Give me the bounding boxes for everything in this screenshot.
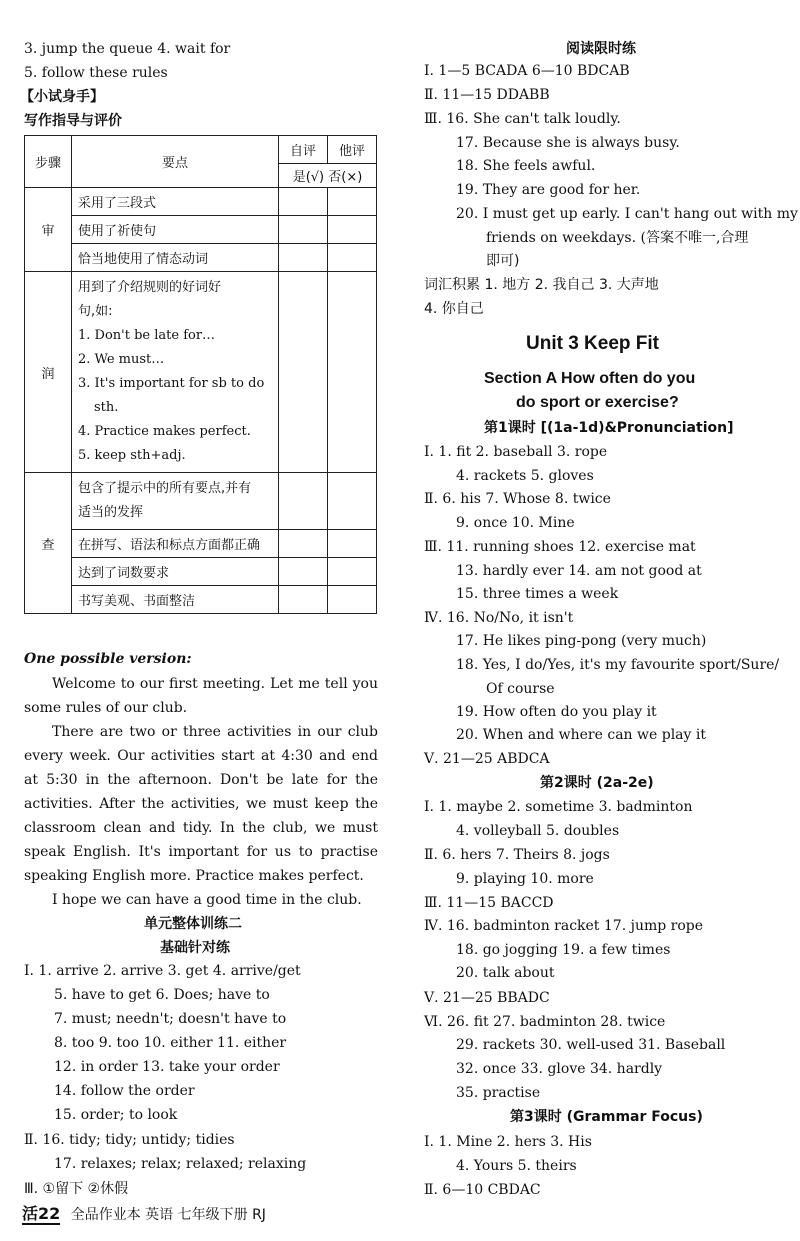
answer-line: Ⅵ. 26. fit 27. badminton 28. twice — [424, 1014, 666, 1030]
answer-line: friends on weekdays. (答案不唯一,合理 — [486, 230, 749, 246]
answer-line: Ⅰ. 1. fit 2. baseball 3. rope — [424, 444, 608, 460]
essay-paragraph: Welcome to our first meeting. Let me tell you some rules of our club. — [24, 676, 378, 716]
rubric-line: 3. It's important for sb to do — [78, 376, 265, 391]
rubric-point — [72, 473, 279, 530]
vocab-line: 4. 你自己 — [424, 301, 484, 317]
answer-line: 4. Yours 5. theirs — [456, 1158, 577, 1174]
section-heading: do sport or exercise? — [516, 394, 679, 411]
lesson-heading: 第1课时 [(1a-1d)&Pronunciation] — [484, 420, 734, 436]
section-heading: Section A How often do you — [484, 370, 696, 387]
answer-line: 4. rackets 5. gloves — [456, 468, 594, 484]
answer-line: 12. in order 13. take your order — [54, 1059, 280, 1075]
answer-line: 17. Because she is always busy. — [456, 135, 680, 151]
header-points: 要点 — [72, 136, 279, 188]
step-check: 查 — [25, 473, 72, 614]
answer-line: 4. volleyball 5. doubles — [456, 823, 620, 839]
header-step: 步骤 — [25, 136, 72, 188]
answer-line: 5. follow these rules — [24, 65, 168, 81]
answer-line: Ⅱ. 6—10 CBDAC — [424, 1182, 541, 1198]
answer-line: 8. too 9. too 10. either 11. either — [54, 1035, 287, 1051]
answer-line: Ⅱ. 11—15 DDABB — [424, 87, 550, 103]
answer-line: 5. have to get 6. Does; have to — [54, 987, 270, 1003]
rubric-line: 2. We must… — [78, 352, 165, 367]
lesson-heading: 第3课时 (Grammar Focus) — [510, 1109, 703, 1125]
answer-line: 17. He likes ping-pong (very much) — [456, 633, 707, 649]
answer-line: 9. playing 10. more — [456, 871, 594, 887]
unit-heading: Unit 3 Keep Fit — [526, 333, 660, 354]
reading-title: 阅读限时练 — [566, 41, 636, 57]
rubric-line: 4. Practice makes perfect. — [78, 424, 251, 439]
answer-line: Ⅰ. 1. maybe 2. sometime 3. badminton — [424, 799, 693, 815]
answer-line: Ⅲ. ①留下 ②休假 — [24, 1181, 129, 1197]
answer-line: 20. When and where can we play it — [456, 727, 706, 743]
answer-line: Ⅰ. 1—5 BCADA 6—10 BDCAB — [424, 63, 630, 79]
vocab-line: 词汇积累 1. 地方 2. 我自己 3. 大声地 — [424, 277, 659, 293]
answer-line: Ⅱ. 6. hers 7. Theirs 8. jogs — [424, 847, 610, 863]
rubric-line: 句,如: — [78, 304, 113, 319]
answer-line: Ⅳ. 16. badminton racket 17. jump rope — [424, 918, 704, 934]
header-peer-eval: 他评 — [328, 136, 377, 164]
answer-line: 19. They are good for her. — [456, 182, 641, 198]
unit-training-title: 单元整体训练二 — [144, 916, 242, 932]
rubric-line: 适当的发挥 — [78, 505, 144, 520]
answer-line: 15. three times a week — [456, 586, 619, 602]
answer-line: 即可) — [486, 253, 520, 269]
answer-line: Ⅰ. 1. Mine 2. hers 3. His — [424, 1134, 592, 1150]
answer-line: 35. practise — [456, 1085, 541, 1101]
rubric-point-phrases — [72, 272, 279, 473]
answer-line: Ⅱ. 6. his 7. Whose 8. twice — [424, 491, 611, 507]
answer-line: Ⅲ. 11. running shoes 12. exercise mat — [424, 539, 696, 555]
answer-line: 14. follow the order — [54, 1083, 195, 1099]
version-label: One possible version: — [24, 651, 192, 667]
rubric-point: 达到了词数要求 — [72, 558, 279, 586]
essay-paragraph: There are two or three activities in our club every week. Our activities start at 4:30 and end at 5:30 in the afternoon. Don't be late for the activities. After the activities, we must keep the classroom clean and tidy. In the club, we must speak English. It's important for us to practise speaking English more. Practice makes perfect. — [24, 724, 378, 884]
step-review: 审 — [25, 188, 72, 272]
answer-line: Ⅲ. 16. She can't talk loudly. — [424, 111, 621, 127]
rubric-point: 书写美观、书面整洁 — [72, 586, 279, 614]
answer-line: 15. order; to look — [54, 1107, 178, 1123]
rubric-point: 采用了三段式 — [72, 188, 279, 216]
rubric-line: sth. — [94, 400, 119, 415]
answer-line: Ⅲ. 11—15 BACCD — [424, 895, 554, 911]
rubric-line: 包含了提示中的所有要点,并有 — [78, 481, 252, 496]
answer-line: 3. jump the queue 4. wait for — [24, 41, 231, 57]
answer-line: 20. I must get up early. I can't hang out with my — [456, 206, 798, 222]
rubric-line: 1. Don't be late for… — [78, 328, 216, 343]
answer-line: Ⅴ. 21—25 BBADC — [424, 990, 550, 1006]
answer-line: 7. must; needn't; doesn't have to — [54, 1011, 287, 1027]
writing-guide-title: 写作指导与评价 — [24, 113, 122, 129]
step-polish: 润 — [25, 272, 72, 473]
writing-rubric-table — [24, 135, 377, 614]
answer-line: Ⅳ. 16. No/No, it isn't — [424, 610, 574, 626]
basic-practice-title: 基础针对练 — [160, 940, 230, 956]
try-section-title: 【小试身手】 — [20, 89, 104, 105]
essay-paragraph: I hope we can have a good time in the club. — [52, 892, 362, 908]
answer-line: 13. hardly ever 14. am not good at — [456, 563, 702, 579]
answer-line: 17. relaxes; relax; relaxed; relaxing — [54, 1156, 307, 1172]
answer-line: Ⅰ. 1. arrive 2. arrive 3. get 4. arrive/get — [24, 963, 301, 979]
answer-line: 32. once 33. glove 34. hardly — [456, 1061, 663, 1077]
rubric-line: 5. keep sth+adj. — [78, 448, 186, 463]
answer-line: Ⅱ. 16. tidy; tidy; untidy; tidies — [24, 1132, 235, 1148]
answer-line: 20. talk about — [456, 965, 555, 981]
answer-line: 18. She feels awful. — [456, 158, 596, 174]
page-number: 活22 — [22, 1204, 61, 1223]
rubric-point: 在拼写、语法和标点方面都正确 — [72, 530, 279, 558]
rubric-line: 用到了介绍规则的好词好 — [78, 280, 222, 295]
answer-line: 19. How often do you play it — [456, 704, 657, 720]
lesson-heading: 第2课时 (2a-2e) — [540, 775, 654, 791]
answer-line: 18. go jogging 19. a few times — [456, 942, 671, 958]
header-yes-no: 是(√) 否(×) — [279, 164, 377, 188]
rubric-point: 恰当地使用了情态动词 — [72, 244, 279, 272]
answer-line: 29. rackets 30. well-used 31. Baseball — [456, 1037, 726, 1053]
footer-book-info: 全品作业本 英语 七年级下册 RJ — [70, 1207, 266, 1223]
answer-line: Ⅴ. 21—25 ABDCA — [424, 751, 550, 767]
answer-line: 9. once 10. Mine — [456, 515, 575, 531]
answer-line: Of course — [486, 681, 555, 697]
answer-line: 18. Yes, I do/Yes, it's my favourite sport/Sure/ — [456, 657, 780, 673]
page-footer — [22, 1201, 266, 1224]
rubric-point: 使用了祈使句 — [72, 216, 279, 244]
header-self-eval: 自评 — [279, 136, 328, 164]
